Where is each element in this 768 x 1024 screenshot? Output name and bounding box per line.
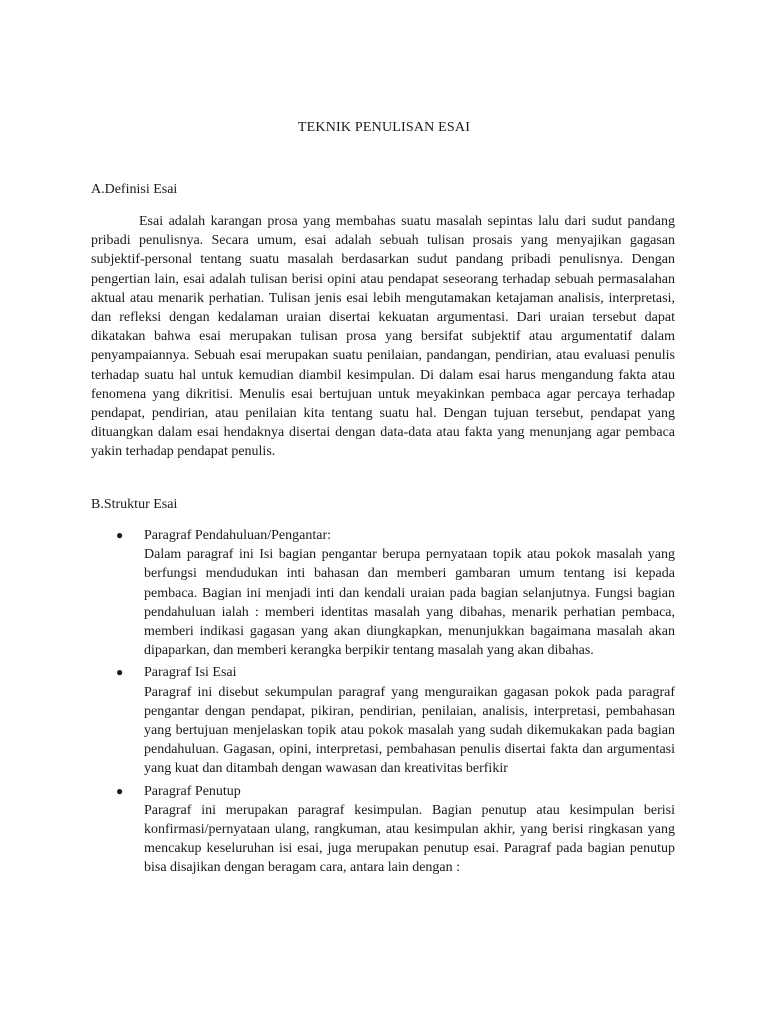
bullet-icon: ● bbox=[116, 665, 124, 680]
bullet-icon: ● bbox=[116, 783, 124, 798]
list-item-closing bbox=[91, 782, 675, 878]
list-item-introduction bbox=[91, 526, 675, 660]
bullet-icon: ● bbox=[116, 528, 124, 542]
list-item-body: Paragraf ini merupakan paragraf kesimpulan. Bagian penutup atau kesimpulan berisi konfirmasi/pernyataan ulang, rangkuman, atau kesimpulan akhir, yang berisi ringkasan yang mencakup keseluruhan isi esai, juga merupakan penutup esai. Paragraf pada bagian penutup bisa disajikan dengan beragam cara, antara lain dengan : bbox=[144, 802, 675, 876]
document-title: TEKNIK PENULISAN ESAI bbox=[297, 120, 471, 135]
section-a-heading: A.Definisi Esai bbox=[91, 182, 178, 197]
list-item-title: Paragraf Pendahuluan/Pengantar: bbox=[144, 528, 331, 543]
list-item-title: Paragraf Isi Esai bbox=[144, 665, 237, 681]
section-b-heading: B.Struktur Esai bbox=[91, 497, 178, 512]
list-item-title: Paragraf Penutup bbox=[144, 783, 241, 799]
structure-bullet-list bbox=[91, 526, 675, 878]
section-a-paragraph: Esai adalah karangan prosa yang membahas suatu masalah sepintas lalu dari sudut pandang pribadi penulisnya. Secara umum, esai adalah sebuah tulisan prosais yang menyajikan gagasan subjektif-personal tentang suatu masalah berdasarkan sudut pandang pribadi penulisnya. Dengan pengertian lain, esai adalah tulisan berisi opini atau pendapat seseorang terhadap sebuah permasalahan aktual atau menarik perhatian. Tulisan jenis esai lebih mengutamakan ketajaman analisis, interpretasi, dan refleksi dengan kedalaman uraian disertai kekuatan argumentasi. Dari uraian tersebut dapat dikatakan bahwa esai merupakan tulisan prosa yang bersifat subjektif atau argumentatif dalam penyampaiannya. Sebuah esai merupakan suatu penilaian, pandangan, pendirian, atau evaluasi penulis terhadap suatu hal untuk kemudian diambil kesimpulan. Di dalam esai harus mengandung fakta atau fenomena yang dikritisi. Menulis esai bertujuan untuk meyakinkan pembaca agar percaya terhadap pendapat, pendirian, atau penilaian kita tentang suatu hal. Dengan tujuan tersebut, pendapat yang dituangkan dalam esai hendaknya disertai dengan data-data atau fakta yang menunjang agar pembaca yakin terhadap pendapat penulis. bbox=[91, 214, 675, 460]
list-item-body: Dalam paragraf ini Isi bagian pengantar berupa pernyataan topik atau pokok masalah yang berfungsi mendudukan inti bahasan dan memberi gambaran umum tentang isi kepada pembaca. Bagian ini menjadi inti dan kendali uraian pada bagian selanjutnya. Fungsi bagian pendahuluan ialah : memberi identitas masalah yang dibahas, menarik perhatian pembaca, memberi indikasi gagasan yang akan diungkapkan, menunjukkan bagaimana masalah akan dipaparkan, dan memberi kerangka berpikir tentang masalah yang akan dibahas. bbox=[144, 547, 675, 659]
list-item-body: Paragraf ini disebut sekumpulan paragraf yang menguraikan gagasan pokok pada paragraf pengantar dengan pendapat, pikiran, pendirian, penilaian, analisis, interpretasi, pembahasan yang bertujuan menjelaskan topik atau pokok masalah yang sudah dikemukakan pada bagian pendahuluan. Gagasan, opini, interpretasi, pembahasan penulis disertai fakta dan argumentasi yang kuat dan ditambah dengan wawasan dan kreativitas berfikir bbox=[144, 684, 675, 777]
list-item-body-paragraph bbox=[91, 663, 675, 778]
